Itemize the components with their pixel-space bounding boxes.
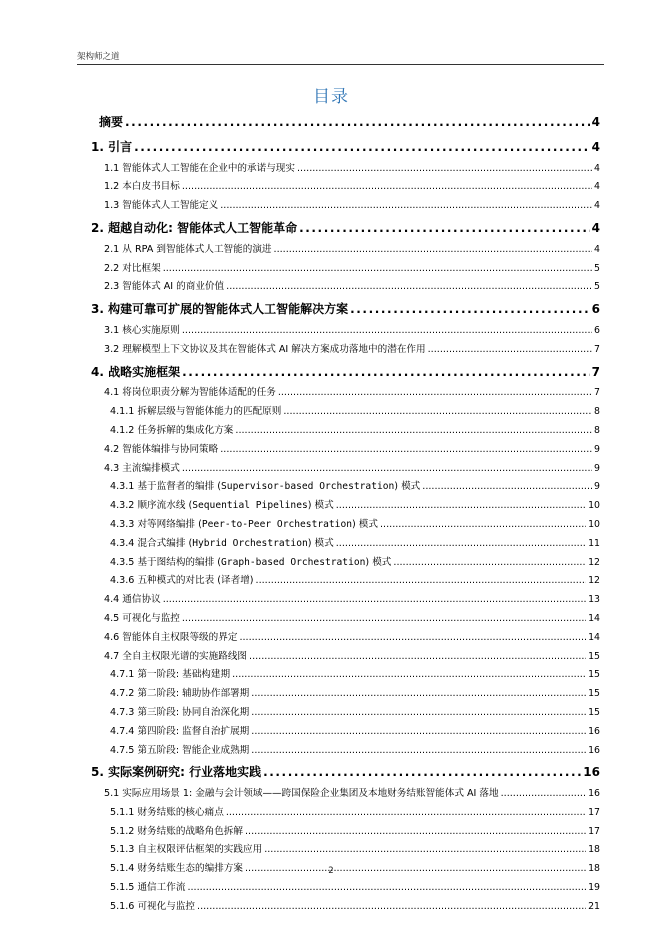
toc-entry-page: 4 xyxy=(591,139,600,154)
toc-entry-title: 5.1.2 财务结账的战略角色拆解 xyxy=(110,825,243,837)
toc-entry-page: 6 xyxy=(594,324,600,336)
toc-entry-page: 16 xyxy=(588,788,600,800)
toc-entry-page: 5 xyxy=(594,281,600,293)
toc-entry[interactable] xyxy=(0,384,662,403)
toc-dot-leader xyxy=(182,460,592,479)
toc-entry-title: 4.1.1 拆解层级与智能体能力的匹配原则 xyxy=(110,406,282,418)
toc-dot-leader xyxy=(134,135,590,160)
toc-entry-title: 2. 超越自动化: 智能体式人工智能革命 xyxy=(91,220,298,235)
toc-entry-page: 17 xyxy=(588,825,600,837)
toc-entry-page: 11 xyxy=(588,537,600,549)
toc-entry[interactable] xyxy=(0,297,662,322)
toc-title: 目录 xyxy=(313,87,349,107)
toc-entry-page: 13 xyxy=(588,594,600,606)
toc-entry[interactable] xyxy=(0,591,662,610)
toc-dot-leader xyxy=(235,422,592,441)
toc-entry-title: 4.2 智能体编排与协同策略 xyxy=(104,443,219,455)
toc-entry[interactable] xyxy=(0,742,662,761)
toc-entry[interactable] xyxy=(0,322,662,341)
toc-entry-page: 4 xyxy=(594,200,600,212)
toc-dot-leader xyxy=(226,278,592,297)
toc-entry-page: 18 xyxy=(588,863,600,875)
toc-entry[interactable] xyxy=(0,841,662,860)
toc-entry-page: 15 xyxy=(588,669,600,681)
toc-entry-title: 2.2 对比框架 xyxy=(104,262,161,274)
toc-entry-title: 4.3.6 五种模式的对比表 (译者增) xyxy=(110,575,254,587)
toc-dot-leader xyxy=(163,260,592,279)
toc-entry-title: 1.1 智能体式人工智能在企业中的承诺与现实 xyxy=(104,162,295,174)
toc-dot-leader xyxy=(336,535,586,554)
toc-entry[interactable] xyxy=(0,804,662,823)
toc-entry[interactable] xyxy=(0,785,662,804)
toc-entry-title: 2.3 智能体式 AI 的商业价值 xyxy=(104,281,225,293)
toc-entry-page: 9 xyxy=(594,462,600,474)
toc-entry-page: 4 xyxy=(594,162,600,174)
toc-dot-leader xyxy=(245,823,586,842)
toc-dot-leader xyxy=(256,572,587,591)
toc-dot-leader xyxy=(163,591,586,610)
toc-entry[interactable] xyxy=(0,178,662,197)
toc-dot-leader xyxy=(249,648,586,667)
toc-entry-page: 6 xyxy=(591,302,600,317)
toc-dot-leader xyxy=(251,723,586,742)
toc-entry[interactable] xyxy=(0,135,662,160)
running-header: 架构师之道 xyxy=(77,52,120,62)
toc-entry-title: 4.7.3 第三阶段: 协同自治深化期 xyxy=(110,706,250,718)
toc-entry[interactable] xyxy=(0,704,662,723)
toc-dot-leader xyxy=(239,629,586,648)
toc-dot-leader xyxy=(182,360,590,385)
toc-entry[interactable] xyxy=(0,898,662,917)
toc-entry[interactable] xyxy=(0,341,662,360)
toc-entry-page: 19 xyxy=(588,882,600,894)
toc-entry-page: 14 xyxy=(588,612,600,624)
toc-entry-page: 16 xyxy=(588,744,600,756)
toc-entry-page: 4 xyxy=(594,243,600,255)
toc-entry-title: 5.1 实际应用场景 1: 金融与会计领域——跨国保险企业集团及本地财务结账智能体式 AI 落地 xyxy=(104,788,499,800)
toc-entry-title: 4.1 将岗位职责分解为智能体适配的任务 xyxy=(104,387,276,399)
toc-entry-title: 4.3.3 对等网络编排 (Peer-to-Peer Orchestration) 模式 xyxy=(110,518,378,530)
toc-entry-title: 5.1.4 财务结账生态的编排方案 xyxy=(110,863,243,875)
toc-entry-title: 4.5 可视化与监控 xyxy=(104,612,180,624)
toc-dot-leader xyxy=(428,341,592,360)
toc-entry-page: 4 xyxy=(591,115,600,129)
toc-dot-leader xyxy=(251,685,586,704)
toc-entry[interactable] xyxy=(0,879,662,898)
toc-entry[interactable] xyxy=(0,823,662,842)
toc-entry[interactable] xyxy=(0,497,662,516)
toc-entry[interactable] xyxy=(0,629,662,648)
toc-entry-title: 3. 构建可靠可扩展的智能体式人工智能解决方案 xyxy=(91,302,349,317)
toc-entry[interactable] xyxy=(0,554,662,573)
toc-entry-page: 15 xyxy=(588,688,600,700)
toc-entry-title: 4. 战略实施框架 xyxy=(91,364,181,379)
toc-entry-title: 4.7 全自主权限光谱的实施路线图 xyxy=(104,650,248,662)
toc-entry-title: 1.2 本白皮书目标 xyxy=(104,181,180,193)
toc-entry-title: 4.6 智能体自主权限等级的界定 xyxy=(104,631,238,643)
toc-entry[interactable] xyxy=(0,197,662,216)
toc-dot-leader xyxy=(251,742,586,761)
toc-entry-title: 4.3.5 基于图结构的编排 (Graph-based Orchestration) 模式 xyxy=(110,556,392,568)
toc-dot-leader xyxy=(297,160,592,179)
toc-entry-title: 4.3.2 顺序流水线 (Sequential Pipelines) 模式 xyxy=(110,500,334,512)
toc-entry-title: 1.3 智能体式人工智能定义 xyxy=(104,200,219,212)
toc-entry[interactable] xyxy=(0,685,662,704)
toc-entry[interactable] xyxy=(0,516,662,535)
toc-dot-leader xyxy=(226,804,586,823)
toc-entry-page: 16 xyxy=(588,725,600,737)
toc-dot-leader xyxy=(274,241,593,260)
toc-dot-leader xyxy=(251,704,586,723)
toc-entry-title: 4.3.1 基于监督者的编排 (Supervisor-based Orchestration) 模式 xyxy=(110,481,421,493)
toc-dot-leader xyxy=(125,110,590,135)
toc-entry-page: 4 xyxy=(591,220,600,235)
toc-dot-leader xyxy=(182,322,592,341)
toc-entry-title: 1. 引言 xyxy=(91,139,133,154)
toc-entry[interactable] xyxy=(0,422,662,441)
toc-entry-title: 4.1.2 任务拆解的集成化方案 xyxy=(110,424,234,436)
toc-entry-page: 15 xyxy=(588,706,600,718)
toc-entry-title: 4.3 主流编排模式 xyxy=(104,462,180,474)
toc-entry-title: 5.1.6 可视化与监控 xyxy=(110,900,196,912)
toc-entry-page: 16 xyxy=(583,765,600,780)
toc-entry-title: 5.1.1 财务结账的核心痛点 xyxy=(110,806,224,818)
toc-dot-leader xyxy=(264,841,586,860)
toc-entry-title: 3.2 理解模型上下文协议及其在智能体式 AI 解决方案成功落地中的潜在作用 xyxy=(104,343,426,355)
toc-entry-page: 8 xyxy=(594,424,600,436)
toc-entry-page: 10 xyxy=(588,500,600,512)
toc-dot-leader xyxy=(283,403,592,422)
toc-entry[interactable] xyxy=(0,478,662,497)
toc-entry[interactable] xyxy=(0,260,662,279)
toc-entry-page: 9 xyxy=(594,443,600,455)
toc-entry-title: 2.1 从 RPA 到智能体式人工智能的演进 xyxy=(104,243,272,255)
toc-entry[interactable] xyxy=(0,241,662,260)
toc-dot-leader xyxy=(380,516,586,535)
toc-dot-leader xyxy=(393,554,586,573)
toc-entry[interactable] xyxy=(0,666,662,685)
toc-entry[interactable] xyxy=(0,441,662,460)
toc-dot-leader xyxy=(197,898,586,917)
header-divider xyxy=(77,64,604,65)
toc-entry-page: 14 xyxy=(588,631,600,643)
toc-entry-page: 21 xyxy=(588,900,600,912)
toc-entry[interactable] xyxy=(0,403,662,422)
page-number: 2 xyxy=(328,866,334,876)
toc-entry-page: 17 xyxy=(588,806,600,818)
toc-dot-leader xyxy=(422,478,592,497)
toc-entry-title: 5. 实际案例研究: 行业落地实践 xyxy=(91,765,262,780)
toc-entry-title: 摘要 xyxy=(99,115,124,129)
toc-dot-leader xyxy=(299,216,590,241)
toc-entry-page: 9 xyxy=(594,481,600,493)
toc-entry-title: 4.7.5 第五阶段: 智能企业成熟期 xyxy=(110,744,250,756)
toc-entry[interactable] xyxy=(0,723,662,742)
toc-entry-page: 12 xyxy=(588,556,600,568)
toc-entry-page: 12 xyxy=(588,575,600,587)
table-of-contents xyxy=(0,110,662,917)
toc-entry-title: 3.1 核心实施原则 xyxy=(104,324,180,336)
toc-entry[interactable] xyxy=(0,278,662,297)
toc-entry[interactable] xyxy=(0,610,662,629)
toc-entry[interactable] xyxy=(0,535,662,554)
toc-entry-page: 15 xyxy=(588,650,600,662)
toc-entry-title: 4.7.1 第一阶段: 基础构建期 xyxy=(110,669,231,681)
toc-entry[interactable] xyxy=(0,648,662,667)
toc-entry[interactable] xyxy=(0,760,662,785)
toc-entry-page: 7 xyxy=(594,387,600,399)
toc-entry-title: 4.3.4 混合式编排 (Hybrid Orchestration) 模式 xyxy=(110,537,334,549)
toc-dot-leader xyxy=(350,297,590,322)
toc-entry-title: 4.7.2 第二阶段: 辅助协作部署期 xyxy=(110,688,250,700)
toc-dot-leader xyxy=(220,197,592,216)
toc-entry[interactable] xyxy=(0,160,662,179)
toc-entry-page: 7 xyxy=(594,343,600,355)
toc-dot-leader xyxy=(182,178,592,197)
toc-dot-leader xyxy=(263,760,581,785)
toc-dot-leader xyxy=(220,441,592,460)
toc-entry[interactable] xyxy=(0,572,662,591)
toc-entry-title: 5.1.5 通信工作流 xyxy=(110,882,186,894)
toc-entry[interactable] xyxy=(0,216,662,241)
toc-entry-title: 4.7.4 第四阶段: 监督自治扩展期 xyxy=(110,725,250,737)
toc-dot-leader xyxy=(187,879,586,898)
toc-entry-page: 8 xyxy=(594,406,600,418)
toc-entry-page: 10 xyxy=(588,518,600,530)
toc-entry-page: 18 xyxy=(588,844,600,856)
toc-dot-leader xyxy=(501,785,586,804)
toc-entry-page: 4 xyxy=(594,181,600,193)
toc-entry-title: 4.4 通信协议 xyxy=(104,594,161,606)
toc-dot-leader xyxy=(232,666,586,685)
toc-entry-page: 5 xyxy=(594,262,600,274)
toc-entry-title: 5.1.3 自主权限评估框架的实践应用 xyxy=(110,844,263,856)
toc-dot-leader xyxy=(278,384,592,403)
toc-dot-leader xyxy=(336,497,586,516)
toc-dot-leader xyxy=(182,610,586,629)
toc-entry[interactable] xyxy=(0,110,662,135)
toc-entry-page: 7 xyxy=(591,364,600,379)
toc-entry[interactable] xyxy=(0,360,662,385)
toc-entry[interactable] xyxy=(0,460,662,479)
